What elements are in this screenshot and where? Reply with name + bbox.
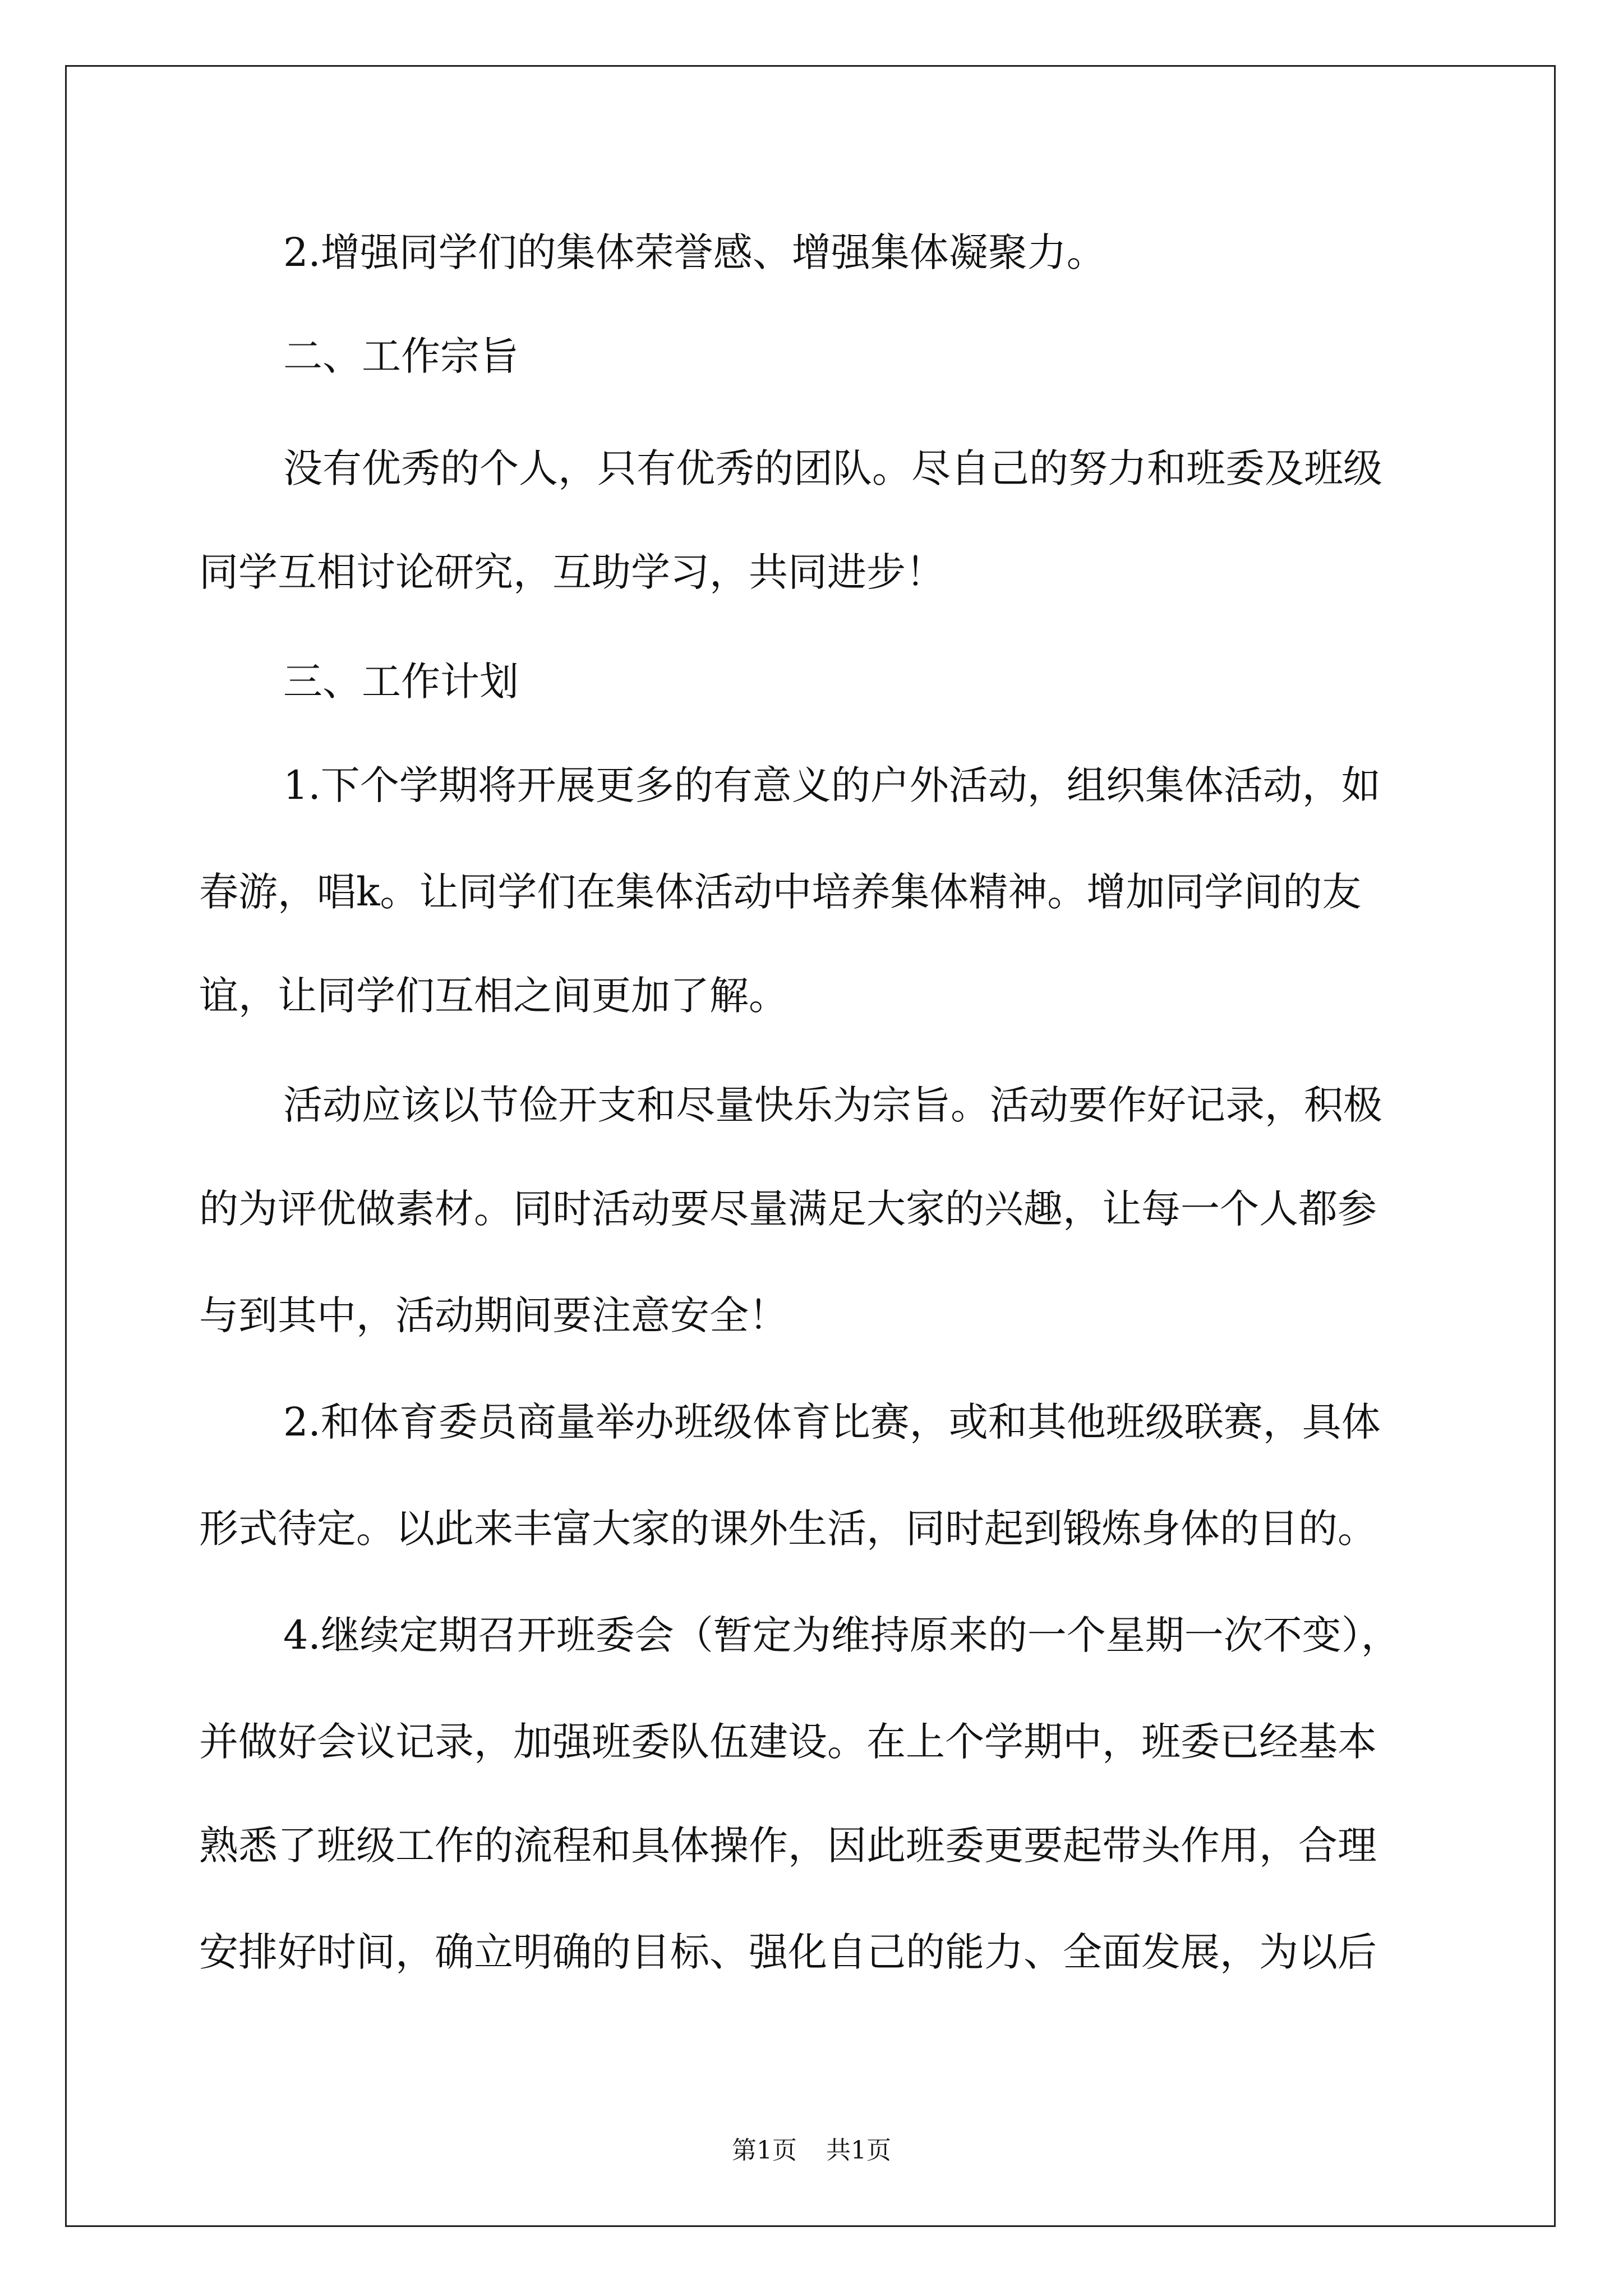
paragraph-line: 谊，让同学们互相之间更加了解。 [199, 973, 788, 1019]
paragraph-line: 4.继续定期召开班委会（暂定为维持原来的一个星期一次不变）， [283, 1612, 1400, 1658]
paragraph-line: 形式待定。以此来丰富大家的课外生活，同时起到锻炼身体的目的。 [199, 1506, 1377, 1552]
paragraph-line: 2.和体育委员商量举办班级体育比赛，或和其他班级联赛，具体 [283, 1399, 1381, 1445]
paragraph-line: 安排好时间，确立明确的目标、强化自己的能力、全面发展，为以后 [199, 1929, 1377, 1975]
page-number: 第1页 [732, 2136, 797, 2165]
paragraph-line: 并做好会议记录，加强班委队伍建设。在上个学期中，班委已经基本 [199, 1719, 1377, 1765]
paragraph-line: 的为评优做素材。同时活动要尽量满足大家的兴趣，让每一个人都参 [199, 1186, 1377, 1232]
section-heading: 二、工作宗旨 [283, 333, 519, 379]
paragraph-line: 没有优秀的个人，只有优秀的团队。尽自己的努力和班委及班级 [283, 445, 1382, 491]
page-border [65, 65, 1556, 2227]
paragraph-line: 同学互相讨论研究，互助学习，共同进步！ [199, 549, 945, 595]
paragraph-line: 与到其中，活动期间要注意安全！ [199, 1292, 788, 1338]
page-total: 共1页 [826, 2136, 891, 2165]
page-footer [0, 2135, 1623, 2166]
paragraph-line: 活动应该以节俭开支和尽量快乐为宗旨。活动要作好记录，积极 [283, 1082, 1382, 1128]
paragraph-line: 2.增强同学们的集体荣誉感、增强集体凝聚力。 [283, 229, 1106, 275]
paragraph-line: 春游，唱k。让同学们在集体活动中培养集体精神。增加同学间的友 [199, 869, 1362, 915]
paragraph-line: 熟悉了班级工作的流程和具体操作，因此班委更要起带头作用，合理 [199, 1823, 1377, 1869]
section-heading: 三、工作计划 [283, 659, 519, 705]
paragraph-line: 1.下个学期将开展更多的有意义的户外活动，组织集体活动，如 [283, 762, 1381, 808]
